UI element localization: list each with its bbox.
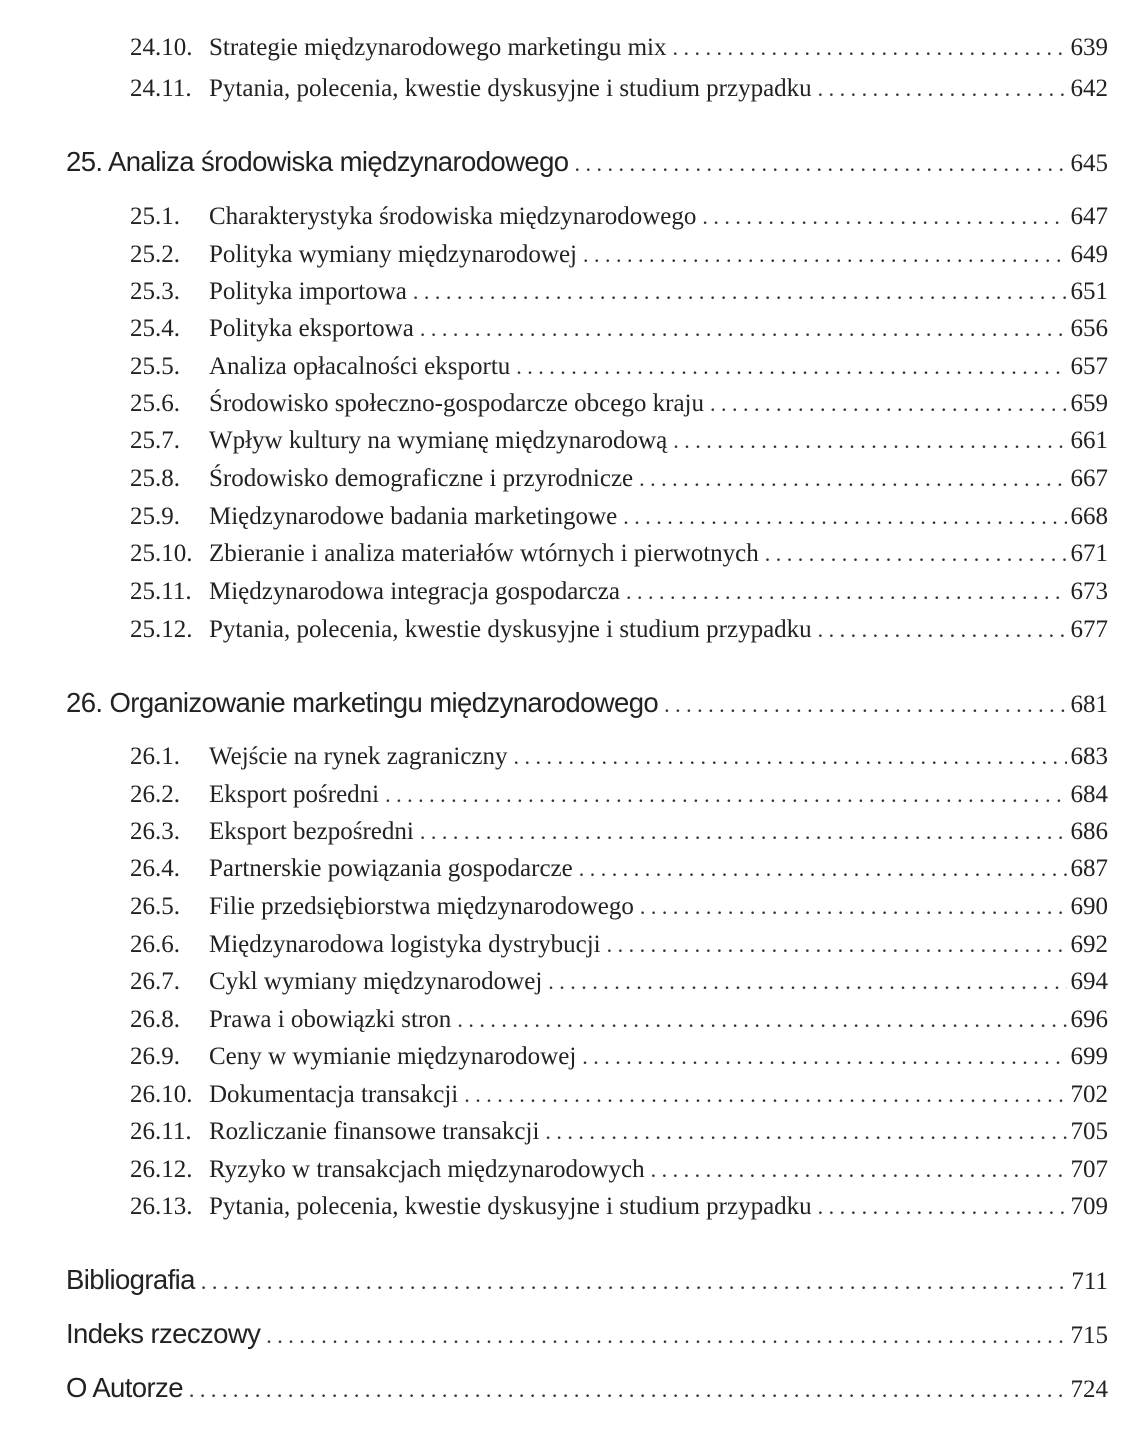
toc-section-entry — [130, 815, 1108, 849]
page-number: 642 — [1070, 75, 1108, 102]
toc-section-entry — [130, 200, 1108, 234]
page-number: 661 — [1070, 427, 1108, 454]
dot-leader — [420, 815, 1067, 849]
page-number: 683 — [1070, 743, 1108, 770]
dot-leader — [818, 1190, 1067, 1224]
section-title: Międzynarodowa logistyka dystrybucji — [209, 931, 601, 958]
section-title: Polityka importowa — [209, 278, 407, 305]
section-number: 25.4. — [130, 315, 180, 342]
section-title: Partnerskie powiązania gospodarcze — [209, 855, 573, 882]
section-title: Pytania, polecenia, kwestie dyskusyjne i studium przypadku — [209, 75, 812, 102]
dot-leader — [582, 1040, 1066, 1074]
page-number: 668 — [1070, 503, 1108, 530]
toc-section-entry — [130, 965, 1108, 999]
toc-section-entry — [130, 350, 1108, 384]
section-title: Międzynarodowa integracja gospodarcza — [209, 578, 620, 605]
dot-leader — [516, 350, 1066, 384]
dot-leader — [548, 965, 1066, 999]
dot-leader — [579, 852, 1067, 886]
section-number: 25.3. — [130, 278, 180, 305]
dot-leader — [818, 72, 1067, 106]
page-number: 684 — [1070, 781, 1108, 808]
toc-section-entry — [130, 462, 1108, 496]
toc-section-entry — [130, 537, 1108, 571]
section-number: 26.8. — [130, 1006, 180, 1033]
section-title: Cykl wymiany międzynarodowej — [209, 968, 543, 995]
section-number: 26.9. — [130, 1043, 180, 1070]
dot-leader — [385, 778, 1066, 812]
page-number: 692 — [1070, 931, 1108, 958]
section-number: 26.11. — [130, 1118, 192, 1145]
page-number: 707 — [1070, 1156, 1108, 1183]
section-title: Analiza opłacalności eksportu — [209, 353, 511, 380]
section-number: 25.8. — [130, 465, 180, 492]
section-number: 26.10. — [130, 1081, 193, 1108]
page-number: 645 — [1070, 150, 1108, 177]
page-number: 667 — [1070, 465, 1108, 492]
section-number: 25.5. — [130, 353, 180, 380]
toc-section-entry — [130, 852, 1108, 886]
page-number: 639 — [1070, 34, 1108, 61]
dot-leader — [664, 686, 1066, 722]
page-number: 651 — [1070, 278, 1108, 305]
page-number: 659 — [1070, 390, 1108, 417]
page-number: 687 — [1070, 855, 1108, 882]
page-number: 656 — [1070, 315, 1108, 342]
dot-leader — [818, 613, 1067, 647]
dot-leader — [583, 238, 1067, 272]
section-number: 25.12. — [130, 616, 193, 643]
section-number: 25.9. — [130, 503, 180, 530]
toc-chapter-entry — [66, 684, 1108, 722]
toc-section-entry — [130, 1115, 1108, 1149]
toc-section-entry — [130, 238, 1108, 272]
dot-leader — [673, 424, 1066, 458]
toc-section-entry — [130, 312, 1108, 346]
section-number: 26.7. — [130, 968, 180, 995]
section-number: 26.3. — [130, 818, 180, 845]
toc-section-entry — [130, 1153, 1108, 1187]
page-number: 681 — [1070, 691, 1108, 718]
section-title: Wpływ kultury na wymianę międzynarodową — [209, 427, 668, 454]
toc-section-entry — [130, 1040, 1108, 1074]
dot-leader — [545, 1115, 1066, 1149]
section-number: 26.13. — [130, 1193, 193, 1220]
page-number: 671 — [1070, 540, 1108, 567]
toc-section-entry — [130, 31, 1108, 65]
toc-section-entry — [130, 1078, 1108, 1112]
page-number: 709 — [1070, 1193, 1108, 1220]
page-number: 657 — [1070, 353, 1108, 380]
dot-leader — [457, 1003, 1066, 1037]
dot-leader — [626, 575, 1067, 609]
page-number: 696 — [1070, 1006, 1108, 1033]
section-title: Filie przedsiębiorstwa międzynarodowego — [209, 893, 634, 920]
page-number: 702 — [1070, 1081, 1108, 1108]
chapter-title: Bibliografia — [66, 1264, 195, 1295]
section-title: Rozliczanie finansowe transakcji — [209, 1118, 540, 1145]
toc-section-entry — [130, 387, 1108, 421]
section-number: 26.6. — [130, 931, 180, 958]
toc-chapter-entry — [66, 1315, 1108, 1353]
section-number: 25.11. — [130, 578, 192, 605]
section-title: Pytania, polecenia, kwestie dyskusyjne i studium przypadku — [209, 616, 812, 643]
section-number: 25.1. — [130, 203, 180, 230]
page-number: 711 — [1071, 1268, 1108, 1295]
toc-section-entry — [130, 1003, 1108, 1037]
section-title: Polityka eksportowa — [209, 315, 414, 342]
section-title: Eksport pośredni — [209, 781, 380, 808]
dot-leader — [651, 1153, 1067, 1187]
section-number: 25.7. — [130, 427, 180, 454]
section-title: Międzynarodowe badania marketingowe — [209, 503, 618, 530]
page-number: 705 — [1070, 1118, 1108, 1145]
section-number: 26.5. — [130, 893, 180, 920]
dot-leader — [189, 1371, 1067, 1407]
chapter-title: 25. Analiza środowiska międzynarodowego — [66, 146, 569, 177]
dot-leader — [639, 462, 1066, 496]
toc-section-entry — [130, 72, 1108, 106]
section-title: Pytania, polecenia, kwestie dyskusyjne i studium przypadku — [209, 1193, 812, 1220]
dot-leader — [420, 312, 1067, 346]
dot-leader — [607, 928, 1067, 962]
toc-section-entry — [130, 424, 1108, 458]
toc-section-entry — [130, 1190, 1108, 1224]
toc-section-entry — [130, 740, 1108, 774]
section-number: 26.2. — [130, 781, 180, 808]
section-number: 26.4. — [130, 855, 180, 882]
section-number: 25.10. — [130, 540, 193, 567]
dot-leader — [623, 500, 1066, 534]
page-number: 724 — [1070, 1376, 1108, 1403]
dot-leader — [201, 1263, 1068, 1299]
toc-section-entry — [130, 500, 1108, 534]
page-number: 647 — [1070, 203, 1108, 230]
dot-leader — [413, 275, 1067, 309]
section-number: 24.11. — [130, 75, 192, 102]
dot-leader — [702, 200, 1066, 234]
page-number: 649 — [1070, 241, 1108, 268]
section-title: Zbieranie i analiza materiałów wtórnych i pierwotnych — [209, 540, 759, 567]
page-number: 677 — [1070, 616, 1108, 643]
section-title: Środowisko demograficzne i przyrodnicze — [209, 465, 634, 492]
toc-section-entry — [130, 778, 1108, 812]
toc-section-entry — [130, 890, 1108, 924]
section-title: Dokumentacja transakcji — [209, 1081, 459, 1108]
page-number: 699 — [1070, 1043, 1108, 1070]
dot-leader — [710, 387, 1067, 421]
toc-section-entry — [130, 613, 1108, 647]
section-title: Środowisko społeczno-gospodarcze obcego kraju — [209, 390, 704, 417]
section-number: 26.12. — [130, 1156, 193, 1183]
toc-section-entry — [130, 575, 1108, 609]
section-title: Charakterystyka środowiska międzynarodowego — [209, 203, 697, 230]
page-number: 690 — [1070, 893, 1108, 920]
section-number: 26.1. — [130, 743, 180, 770]
chapter-title: 26. Organizowanie marketingu międzynarodowego — [66, 687, 659, 718]
section-title: Ceny w wymianie międzynarodowej — [209, 1043, 577, 1070]
dot-leader — [266, 1317, 1066, 1353]
page-number: 686 — [1070, 818, 1108, 845]
dot-leader — [640, 890, 1067, 924]
section-number: 24.10. — [130, 34, 193, 61]
chapter-title: Indeks rzeczowy — [66, 1318, 261, 1349]
dot-leader — [765, 537, 1067, 571]
toc-chapter-entry — [66, 1261, 1108, 1299]
section-number: 25.6. — [130, 390, 180, 417]
dot-leader — [574, 145, 1066, 181]
page-number: 673 — [1070, 578, 1108, 605]
toc-section-entry — [130, 928, 1108, 962]
page-number: 694 — [1070, 968, 1108, 995]
toc-section-entry — [130, 275, 1108, 309]
toc-chapter-entry — [66, 143, 1108, 181]
section-number: 25.2. — [130, 241, 180, 268]
toc-chapter-entry — [66, 1369, 1108, 1407]
section-title: Polityka wymiany międzynarodowej — [209, 241, 577, 268]
section-title: Strategie międzynarodowego marketingu mix — [209, 34, 667, 61]
dot-leader — [514, 740, 1067, 774]
dot-leader — [464, 1078, 1066, 1112]
page-number: 715 — [1070, 1322, 1108, 1349]
section-title: Eksport bezpośredni — [209, 818, 414, 845]
section-title: Prawa i obowiązki stron — [209, 1006, 452, 1033]
section-title: Ryzyko w transakcjach międzynarodowych — [209, 1156, 645, 1183]
chapter-title: O Autorze — [66, 1372, 183, 1403]
section-title: Wejście na rynek zagraniczny — [209, 743, 508, 770]
dot-leader — [673, 31, 1067, 65]
